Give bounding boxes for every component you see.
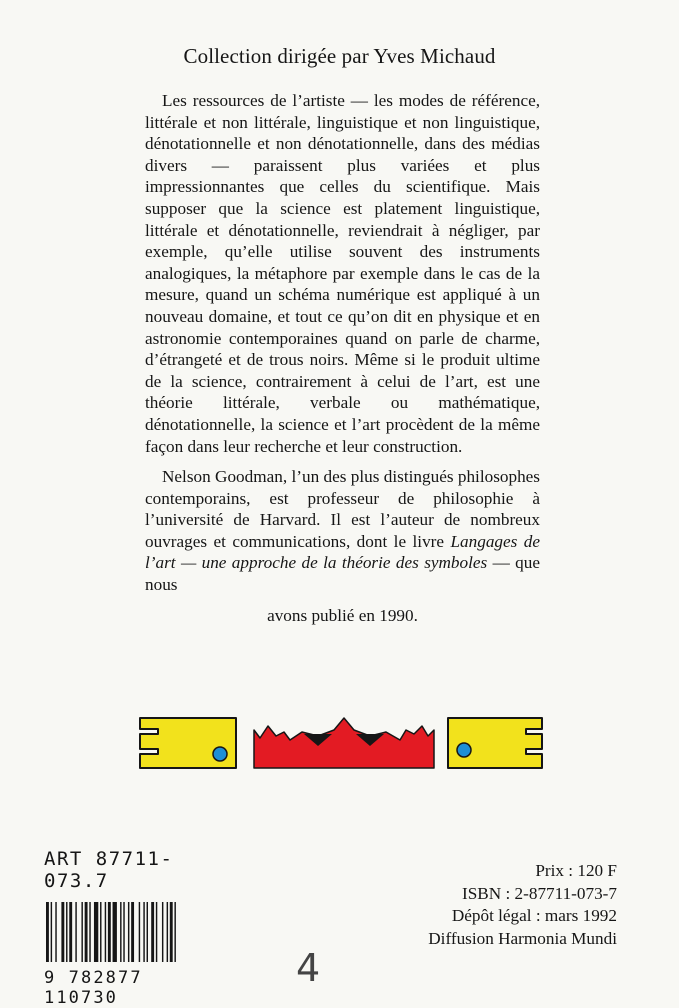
right-blue-dot [457,743,471,757]
barcode-bar [69,902,72,962]
barcode-bar [151,902,154,962]
barcode-bar [113,902,117,962]
barcode-bar [105,902,106,962]
barcode-bar [108,902,111,962]
blurb-paragraph-2 [145,466,540,596]
blurb [145,90,540,635]
barcode-block [44,848,224,1008]
isbn: ISBN : 2-87711-073-7 [462,883,617,903]
barcode-bar [120,902,121,962]
barcode-bar [162,902,163,962]
distribution: Diffusion Harmonia Mundi [428,928,617,948]
barcode-bar [167,902,168,962]
barcode-bar [174,902,175,962]
legal-deposit: Dépôt légal : mars 1992 [451,906,617,925]
barcode-digits: 9 782877 110730 [44,968,143,1008]
barcode-bar [131,902,134,962]
barcode-bar [75,902,76,962]
art-code: ART 87711-073.7 [44,848,174,892]
barcode-bar [156,902,157,962]
book-title: Langages de l’art — une approche de la théorie des symboles [145,531,540,573]
barcode-bar [100,902,101,962]
ornament-illustration [138,712,548,774]
barcode-bar [147,902,148,962]
author-bio: Nelson Goodman, l’un des plus distingués philosophes contemporains, est professeur de philosophie à l’université de Harvard. Il est l’auteur de nombreux ouvrages et communications, dont le livre [145,467,540,551]
collection-heading: Collection dirigée par Yves Michaud [183,44,496,68]
barcode-bar [94,902,98,962]
barcode-bar [139,902,140,962]
barcode-bar [89,902,90,962]
barcode-bar [61,902,64,962]
pricing-block [428,860,617,950]
barcode-bar [143,902,144,962]
blurb-paragraph-1: Les ressources de l’artiste — les modes de référence, littérale et non littérale, linguistique et non linguistique, dénotationnelle et non dénotationnelle, dans des médias divers — paraissent plus variées et plus impressionnantes que celles du scientifique. Mais supposer que la science est platement linguistique, littérale et dénotationnelle, reviendrait à négliger, par exemple, qu’elle utilise souvent des instruments analogiques, la métaphore par exemple dans le cas de la mesure, quand un schéma numérique est appliqué à un nouveau domaine, et tout ce qu’on dit en physique et en astronomie contemporaines quand on parle de charme, d’étrangeté et de trous noirs. Même si le produit ultime de la science, contrairement à celui de l’art, est une théorie littérale, verbale ou mathématique, dénotationnelle, la science et l’art procèdent de la même façon dans leur recherche et leur construction. [145,91,540,456]
red-crown [254,718,434,768]
barcode-bar [55,902,56,962]
barcode-bar [128,902,129,962]
left-blue-dot [213,747,227,761]
barcode-bar [66,902,67,962]
barcode-bar [51,902,52,962]
handwritten-page-number: 4 [296,946,321,990]
barcode-bars [44,902,206,962]
barcode-bar [123,902,124,962]
price: Prix : 120 F [535,861,617,880]
left-yellow-block [140,718,236,768]
right-yellow-block [448,718,542,768]
barcode-bar [81,902,82,962]
barcode-bar [170,902,173,962]
barcode-bar [85,902,88,962]
blurb-last-line: avons publié en 1990. [267,605,418,625]
barcode-bar [46,902,49,962]
author-bio-end: — que nous [145,553,540,595]
